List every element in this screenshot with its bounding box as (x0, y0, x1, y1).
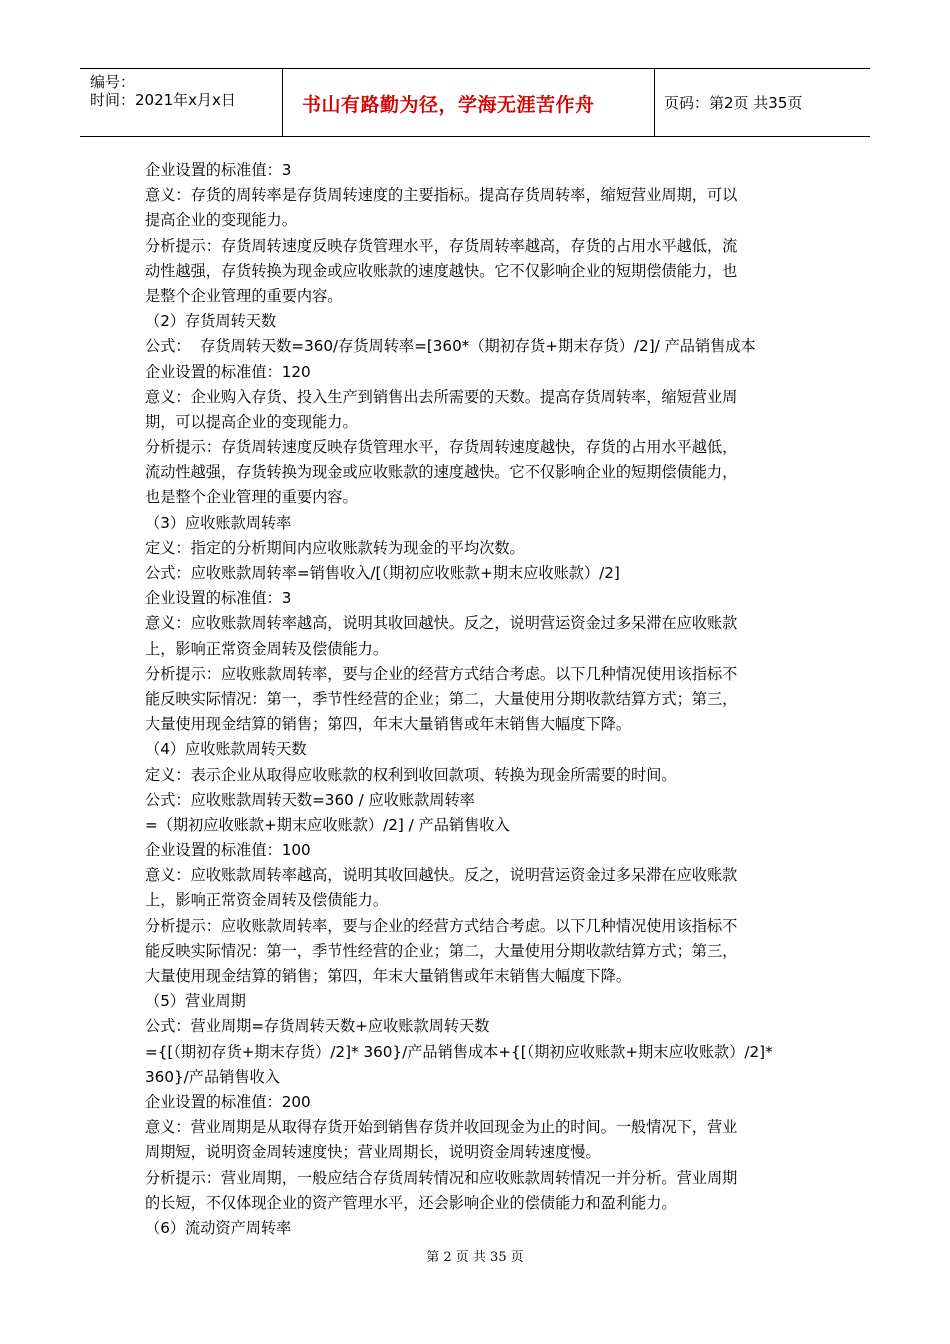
body-line: 分析提示：应收账款周转率，要与企业的经营方式结合考虑。以下几种情况使用该指标不 (145, 916, 738, 935)
document-date: 时间：2021年x月x日 (90, 91, 236, 109)
header-divider-left (282, 68, 283, 136)
body-line: 公式： 存货周转天数=360/存货周转率=[360*（期初存货+期末存货）/2]/ 产品销售成本 (145, 337, 756, 356)
body-line: 定义：指定的分析期间内应收账款转为现金的平均次数。 (145, 538, 525, 557)
body-line: 意义：应收账款周转率越高，说明其收回越快。反之，说明营运资金过多呆滞在应收账款 (145, 614, 738, 633)
body-line: （4）应收账款周转天数 (145, 740, 307, 759)
body-line: 意义：营业周期是从取得存货开始到销售存货并收回现金为止的时间。一般情况下，营业 (145, 1118, 738, 1137)
header-page-code: 页码：第2页 共35页 (664, 94, 803, 112)
body-line: 公式：营业周期=存货周转天数+应收账款周转天数 (145, 1017, 490, 1036)
body-line: 意义：存货的周转率是存货周转速度的主要指标。提高存货周转率，缩短营业周期，可以 (145, 186, 738, 205)
header-divider-right (654, 68, 655, 136)
body-line: 上，影响正常资金周转及偿债能力。 (145, 639, 388, 658)
body-line: 意义：应收账款周转率越高，说明其收回越快。反之，说明营运资金过多呆滞在应收账款 (145, 866, 738, 885)
document-number-label: 编号： (90, 73, 136, 91)
body-line: 企业设置的标准值：3 (145, 161, 292, 179)
body-line: 公式：应收账款周转率=销售收入/[（期初应收账款+期末应收账款）/2] (145, 564, 620, 582)
header-bottom-rule (80, 136, 870, 137)
body-line: （3）应收账款周转率 (145, 513, 292, 532)
body-line: 分析提示：营业周期，一般应结合存货周转情况和应收账款周转情况一并分析。营业周期 (145, 1168, 738, 1187)
body-line: 流动性越强，存货转换为现金或应收账款的速度越快。它不仅影响企业的短期偿债能力， (145, 463, 738, 482)
body-line: 企业设置的标准值：120 (145, 362, 311, 381)
body-line: 能反映实际情况：第一，季节性经营的企业；第二，大量使用分期收款结算方式；第三， (145, 689, 738, 708)
page-footer: 第 2 页 共 35 页 (426, 1250, 524, 1265)
body-line: 公式：应收账款周转天数=360 / 应收账款周转率 (145, 790, 475, 809)
body-line: 分析提示：存货周转速度反映存货管理水平，存货周转速度越快，存货的占用水平越低， (145, 438, 738, 457)
body-line: 企业设置的标准值：100 (145, 841, 311, 860)
body-line: =（期初应收账款+期末应收账款）/2] / 产品销售收入 (145, 815, 510, 834)
body-line: 期，可以提高企业的变现能力。 (145, 412, 358, 431)
body-line: 大量使用现金结算的销售；第四，年末大量销售或年末销售大幅度下降。 (145, 967, 631, 985)
body-line: 动性越强，存货转换为现金或应收账款的速度越快。它不仅影响企业的短期偿债能力，也 (145, 261, 738, 280)
body-line: （2）存货周转天数 (145, 312, 277, 331)
body-line: 定义：表示企业从取得应收账款的权利到收回款项、转换为现金所需要的时间。 (145, 765, 677, 784)
body-line: 上，影响正常资金周转及偿债能力。 (145, 891, 388, 910)
body-line: （6）流动资产周转率 (145, 1218, 292, 1237)
header-motto: 书山有路勤为径，学海无涯苦作舟 (302, 94, 595, 116)
body-line: 周期短，说明资金周转速度快；营业周期长，说明资金周转速度慢。 (145, 1143, 601, 1162)
body-line: 大量使用现金结算的销售；第四，年末大量销售或年末销售大幅度下降。 (145, 715, 631, 734)
body-line: 意义：企业购入存货、投入生产到销售出去所需要的天数。提高存货周转率，缩短营业周 (145, 387, 738, 406)
header-top-rule (80, 68, 870, 69)
body-line: 360}/产品销售收入 (145, 1067, 280, 1086)
body-line: （5）营业周期 (145, 992, 246, 1011)
body-line: 企业设置的标准值：3 (145, 589, 292, 608)
body-line: ={[（期初存货+期末存货）/2]* 360}/产品销售成本+{[（期初应收账款+期末应收账款）/2]* (145, 1042, 773, 1061)
body-line: 的长短，不仅体现企业的资产管理水平，还会影响企业的偿债能力和盈利能力。 (145, 1193, 677, 1212)
body-line: 能反映实际情况：第一，季节性经营的企业；第二，大量使用分期收款结算方式；第三， (145, 941, 738, 960)
body-line: 是整个企业管理的重要内容。 (145, 286, 343, 305)
body-line: 企业设置的标准值：200 (145, 1092, 311, 1111)
body-line: 也是整个企业管理的重要内容。 (145, 488, 358, 507)
body-line: 分析提示：存货周转速度反映存货管理水平，存货周转率越高，存货的占用水平越低，流 (145, 236, 738, 255)
document-body (145, 158, 810, 1241)
body-line: 分析提示：应收账款周转率，要与企业的经营方式结合考虑。以下几种情况使用该指标不 (145, 664, 738, 683)
body-line: 提高企业的变现能力。 (145, 211, 297, 230)
